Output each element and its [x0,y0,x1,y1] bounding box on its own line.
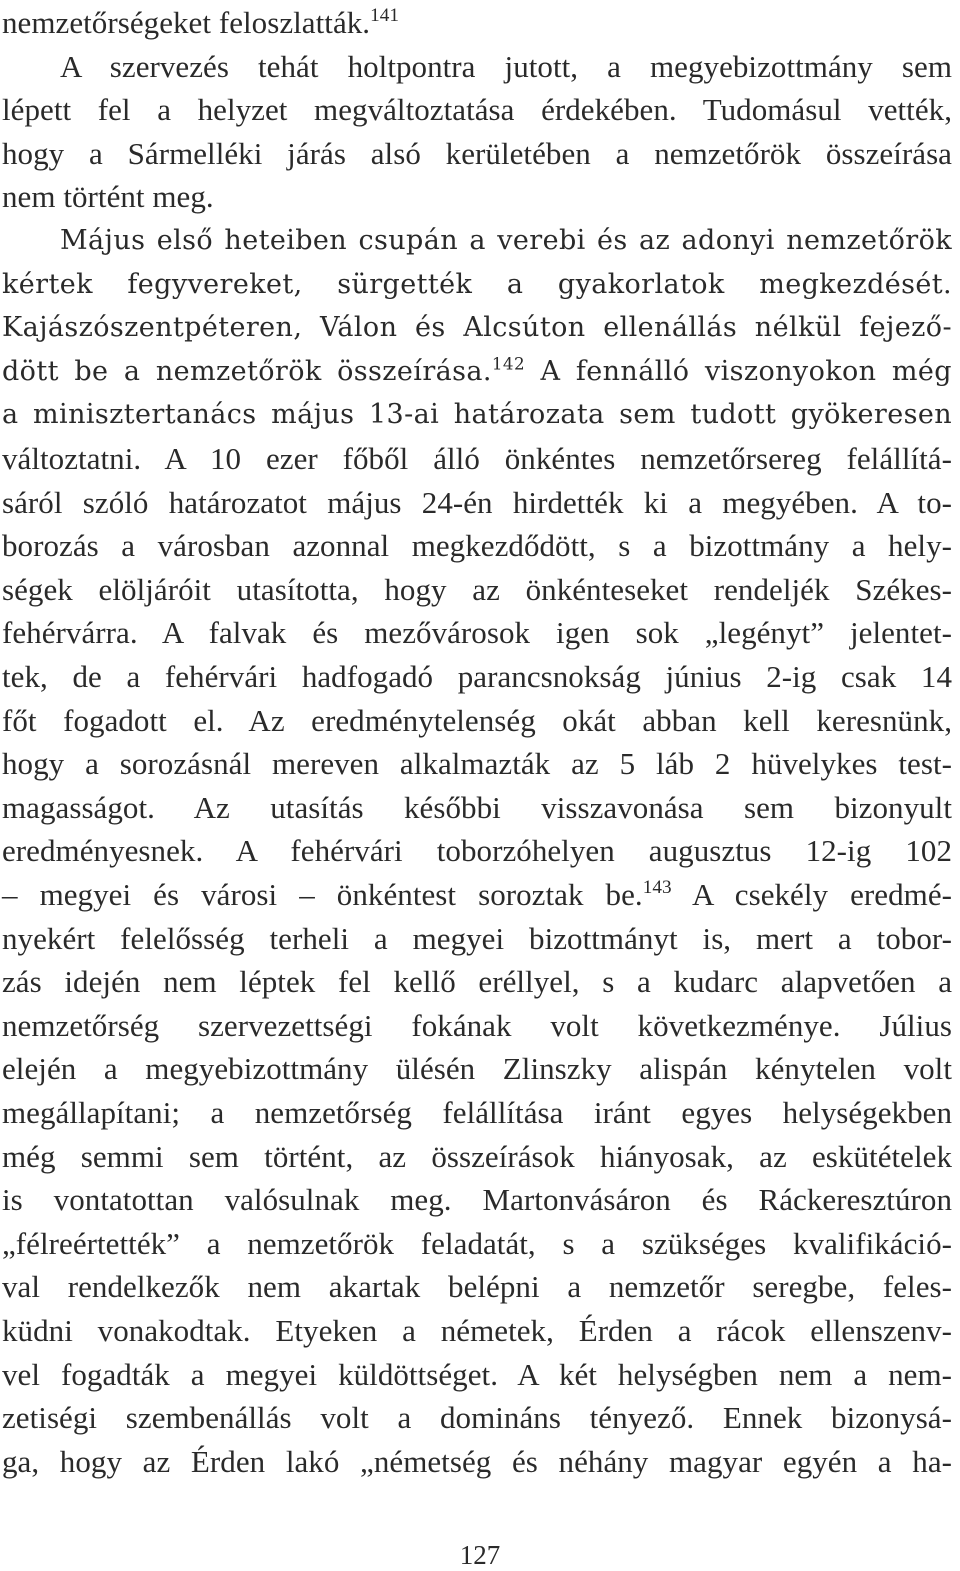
line-text: tek, de a fehérvári hadfogadó parancsnokság június 2-ig csak 14 [2,659,952,694]
line-text: Május első heteiben csupán a verebi és az adonyi nemzetőrök [60,225,952,256]
line-text: hogy a sorozásnál mereven alkalmazták az 5 láb 2 hüvelykes test- [2,746,952,782]
line-text: borozás a városban azonnal megkezdődött, s a bizottmány a hely- [2,528,952,564]
text-line [2,1398,952,1438]
text-line [2,1442,952,1482]
text-line [2,177,214,217]
line-text: változtatni. A 10 ezer főből álló önkéntes nemzetőrsereg felállítá- [2,441,952,476]
line-text-continued: A fennálló viszonyokon még [525,355,952,387]
line-text: val rendelkezők nem akartak belépni a nemzetőr seregbe, feles- [2,1269,952,1305]
line-text: dött be a nemzetőrök összeírása. [2,355,492,387]
text-line [2,1267,952,1307]
line-text: megállapítani; a nemzetőrség felállítása iránt egyes helységekben [2,1095,952,1130]
line-text: főt fogadott el. Az eredménytelenség okát abban kell keresnünk, [2,702,952,738]
line-text-continued: A csekély eredmé- [671,877,953,912]
text-line [2,439,952,479]
text-line [2,3,399,43]
text-line [2,221,952,261]
line-text: „félreértették” a nemzetőrök feladatát, s a szükséges kvalifikáció- [2,1225,952,1261]
text-line [2,744,952,784]
line-text: nem történt meg. [2,179,214,215]
text-line [2,1180,952,1220]
text-line [2,1355,952,1395]
footnote-reference: 143 [642,877,672,899]
text-line [2,1006,952,1046]
text-line [2,395,952,435]
text-line [2,657,952,697]
line-text: zetiségi szembenállás volt a domináns tényező. Ennek bizonysá- [2,1400,952,1436]
line-text: zás idején nem léptek fel kellő eréllyel, s a kudarc alapvetően a [2,964,952,1000]
text-line [2,90,952,130]
line-text: lépett fel a helyzet megváltoztatása érdekében. Tudomásul vették, [2,92,952,128]
text-line [2,1049,952,1089]
text-line [2,1311,952,1351]
line-text: még semmi sem történt, az összeírások hiányosak, az eskütételek [2,1138,952,1174]
text-line [2,1224,952,1264]
line-text: nemzetőrség szervezettségi fokának volt következménye. Július [2,1007,952,1043]
line-text: eredményesnek. A fehérvári toborzóhelyen augusztus 12-ig 102 [2,833,952,869]
text-line [2,570,952,610]
text-line [2,613,952,653]
line-text: ségek elöljáróit utasította, hogy az önkénteseket rendeljék Székes- [2,571,952,607]
line-text: fehérvárra. A falvak és mezővárosok igen sok „legényt” jelentet- [2,615,952,651]
text-line [2,308,952,348]
text-line [2,831,952,871]
text-line [2,483,952,523]
line-text: ga, hogy az Érden lakó „németség és néhány magyar egyén a ha- [2,1443,952,1479]
line-text: is vontatottan valósulnak meg. Martonvásáron és Ráckeresztúron [2,1182,952,1218]
line-text-continued: A to- [857,484,953,520]
line-text: nyekért felelősség terheli a megyei bizottmányt is, mert a tobor- [2,920,952,956]
line-text: küdni vonakodtak. Etyeken a németek, Érden a rácok ellenszenv- [2,1313,952,1348]
line-text: nemzetőrségeket feloszlatták. [2,5,371,40]
footnote-reference: 142 [491,353,526,374]
text-line [2,919,952,959]
page-number: 127 [459,1540,501,1570]
line-text: – megyei és városi – önkéntest soroztak be. [2,877,643,912]
text-line [2,265,952,305]
text-line [2,1137,952,1177]
text-line [2,788,952,828]
text-line [2,134,952,174]
line-text: magasságot. Az utasítás későbbi visszavonása sem bizonyult [2,789,952,825]
line-text: sáról szóló határozatot május 24-én hirdették ki a megyében. [2,484,858,520]
line-text: kértek fegyvereket, sürgették a gyakorlatok megkezdését. [2,268,952,300]
text-line [2,701,952,741]
text-line [2,875,952,915]
line-text: A szervezés tehát holtpontra jutott, a megyebizottmány sem [60,48,952,84]
text-line [2,352,952,392]
line-text: vel fogadták a megyei küldöttséget. A két helységben nem a nem- [2,1356,952,1392]
line-text: elején a megyebizottmány ülésén Zlinszky alispán kénytelen volt [2,1051,952,1087]
line-text: a minisztertanács május 13-ai határozata sem tudott gyökeresen [2,399,952,431]
text-line [2,526,952,566]
footnote-reference: 141 [370,5,400,27]
text-line [2,962,952,1002]
text-line [2,47,952,87]
line-text: hogy a Sármelléki járás alsó kerületében a nemzetőrök összeírása [2,135,952,171]
line-text: Kajászószentpéteren, Válon és Alcsúton ellenállás nélkül fejező- [2,312,952,344]
text-line [2,1093,952,1133]
